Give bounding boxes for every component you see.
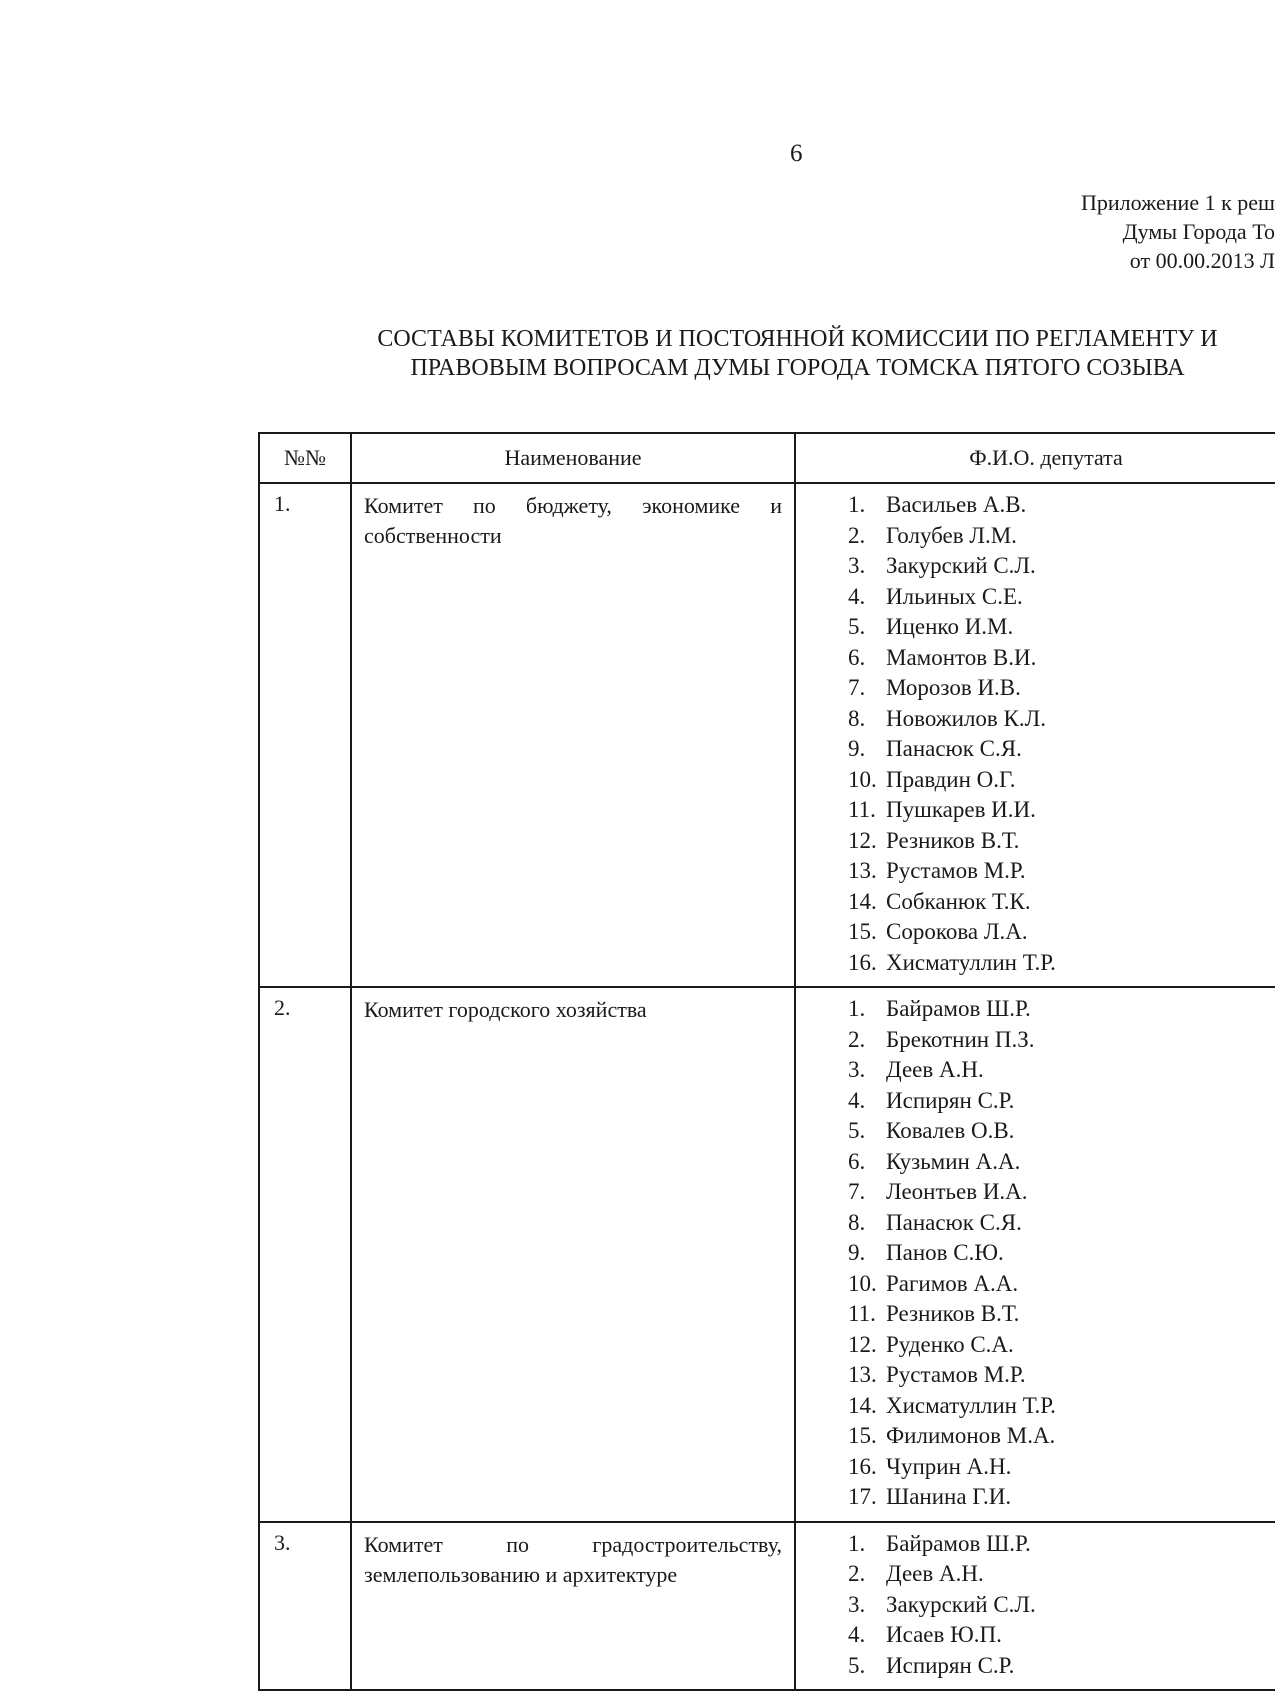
member-index: 3. <box>848 1057 866 1082</box>
member-name: Панасюк С.Я. <box>886 1209 1022 1235</box>
list-item <box>848 826 1275 857</box>
member-index: 4. <box>848 583 866 609</box>
list-item <box>848 948 1275 979</box>
member-name: Байрамов Ш.Р. <box>886 1530 1031 1556</box>
list-item <box>848 1391 1275 1422</box>
member-name: Хисматуллин Т.Р. <box>886 949 1056 975</box>
member-name: Сорокова Л.А. <box>886 919 1028 944</box>
member-index: 5. <box>848 614 866 639</box>
member-name: Байрамов Ш.Р. <box>886 996 1031 1021</box>
member-index: 10. <box>848 766 877 792</box>
member-name: Шанина Г.И. <box>886 1484 1012 1509</box>
members-list <box>796 490 1275 978</box>
member-index: 8. <box>848 705 866 731</box>
table-row <box>259 1522 1275 1691</box>
list-item <box>848 856 1275 887</box>
document-title <box>320 325 1275 383</box>
committee-name: Комитет городского хозяйства <box>351 987 795 1522</box>
row-number: 3. <box>259 1522 351 1691</box>
list-item <box>848 1238 1275 1269</box>
title-line-2: ПРАВОВЫМ ВОПРОСАМ ДУМЫ ГОРОДА ТОМСКА ПЯТОГО СОЗЫВА <box>410 355 1185 381</box>
members-cell <box>795 987 1275 1522</box>
member-name: Чуприн А.Н. <box>886 1453 1012 1479</box>
member-index: 14. <box>848 1392 877 1418</box>
list-item <box>848 1025 1275 1056</box>
member-name: Ильиных С.Е. <box>886 583 1023 609</box>
member-name: Резников В.Т. <box>886 827 1020 853</box>
list-item <box>848 1360 1275 1391</box>
member-index: 9. <box>848 1240 866 1265</box>
member-index: 5. <box>848 1118 866 1143</box>
member-index: 15. <box>848 1423 877 1448</box>
member-name: Испирян С.Р. <box>886 1087 1015 1113</box>
member-name: Новожилов К.Л. <box>886 705 1046 731</box>
list-item <box>848 1086 1275 1117</box>
list-item <box>848 612 1275 643</box>
appendix-note <box>875 188 1275 275</box>
list-item <box>848 704 1275 735</box>
member-index: 10. <box>848 1270 877 1296</box>
member-name: Голубев Л.М. <box>886 522 1017 548</box>
member-index: 17. <box>848 1484 877 1509</box>
member-index: 4. <box>848 1087 866 1113</box>
member-name: Морозов И.В. <box>886 675 1021 700</box>
table-body <box>259 483 1275 1690</box>
member-index: 12. <box>848 1331 877 1357</box>
member-index: 9. <box>848 736 866 761</box>
members-list <box>796 994 1275 1513</box>
list-item <box>848 1055 1275 1086</box>
member-name: Закурский С.Л. <box>886 1591 1036 1617</box>
member-index: 12. <box>848 827 877 853</box>
header-deputy: Ф.И.О. депутата <box>795 433 1275 483</box>
members-cell <box>795 483 1275 987</box>
member-index: 5. <box>848 1652 866 1678</box>
member-index: 13. <box>848 858 877 883</box>
member-index: 6. <box>848 1148 866 1174</box>
member-index: 3. <box>848 1591 866 1617</box>
member-name: Леонтьев И.А. <box>886 1179 1028 1204</box>
member-index: 2. <box>848 1026 866 1052</box>
page-number: 6 <box>790 140 803 167</box>
list-item <box>848 1269 1275 1300</box>
member-index: 7. <box>848 675 866 700</box>
member-name: Руденко С.А. <box>886 1331 1014 1357</box>
member-name: Ковалев О.В. <box>886 1118 1015 1143</box>
member-name: Мамонтов В.И. <box>886 644 1037 670</box>
member-index: 16. <box>848 949 877 975</box>
members-list <box>796 1529 1275 1682</box>
table-header-row <box>259 433 1275 483</box>
header-number: №№ <box>259 433 351 483</box>
member-name: Резников В.Т. <box>886 1301 1020 1326</box>
list-item <box>848 582 1275 613</box>
member-index: 1. <box>848 1530 866 1556</box>
member-name: Деев А.Н. <box>886 1057 984 1082</box>
member-name: Иценко И.М. <box>886 614 1014 639</box>
row-number: 1. <box>259 483 351 987</box>
committee-name: Комитет по бюджету, экономике и собственности <box>351 483 795 987</box>
list-item <box>848 1651 1275 1682</box>
member-name: Панов С.Ю. <box>886 1240 1004 1265</box>
list-item <box>848 887 1275 918</box>
table-row <box>259 483 1275 987</box>
member-index: 1. <box>848 492 866 517</box>
member-index: 15. <box>848 919 877 944</box>
title-line-1: СОСТАВЫ КОМИТЕТОВ И ПОСТОЯННОЙ КОМИССИИ ПО РЕГЛАМЕНТУ И <box>377 326 1218 352</box>
member-name: Рустамов М.Р. <box>886 858 1026 883</box>
member-index: 14. <box>848 888 877 914</box>
list-item <box>848 551 1275 582</box>
member-name: Исаев Ю.П. <box>886 1622 1002 1647</box>
committee-name: Комитет по градостроительству, землепользованию и архитектуре <box>351 1522 795 1691</box>
appendix-line-2: Думы Города То <box>1122 219 1275 244</box>
member-index: 4. <box>848 1622 866 1647</box>
member-name: Рагимов А.А. <box>886 1270 1019 1296</box>
list-item <box>848 734 1275 765</box>
list-item <box>848 490 1275 521</box>
member-name: Филимонов М.А. <box>886 1423 1056 1448</box>
list-item <box>848 765 1275 796</box>
member-name: Панасюк С.Я. <box>886 736 1022 761</box>
member-name: Пушкарев И.И. <box>886 797 1036 822</box>
member-index: 7. <box>848 1179 866 1204</box>
member-index: 13. <box>848 1362 877 1387</box>
list-item <box>848 1590 1275 1621</box>
list-item <box>848 1482 1275 1513</box>
committees-table <box>258 432 1275 1691</box>
list-item <box>848 994 1275 1025</box>
list-item <box>848 1452 1275 1483</box>
member-name: Испирян С.Р. <box>886 1652 1015 1678</box>
member-name: Правдин О.Г. <box>886 766 1016 792</box>
list-item <box>848 1147 1275 1178</box>
member-index: 2. <box>848 522 866 548</box>
member-name: Собканюк Т.К. <box>886 888 1031 914</box>
list-item <box>848 521 1275 552</box>
list-item <box>848 673 1275 704</box>
list-item <box>848 1559 1275 1590</box>
list-item <box>848 643 1275 674</box>
list-item <box>848 917 1275 948</box>
list-item <box>848 1299 1275 1330</box>
row-number: 2. <box>259 987 351 1522</box>
member-name: Рустамов М.Р. <box>886 1362 1026 1387</box>
appendix-line-3: от 00.00.2013 Л <box>1129 248 1275 273</box>
list-item <box>848 1529 1275 1560</box>
member-index: 8. <box>848 1209 866 1235</box>
member-index: 6. <box>848 644 866 670</box>
member-index: 1. <box>848 996 866 1021</box>
list-item <box>848 1620 1275 1651</box>
member-name: Брекотнин П.З. <box>886 1026 1035 1052</box>
table-row <box>259 987 1275 1522</box>
member-index: 3. <box>848 553 866 578</box>
member-index: 2. <box>848 1561 866 1586</box>
member-index: 16. <box>848 1453 877 1479</box>
member-index: 11. <box>848 1301 876 1326</box>
list-item <box>848 1421 1275 1452</box>
appendix-line-1: Приложение 1 к реш <box>1081 190 1275 215</box>
member-name: Закурский С.Л. <box>886 553 1036 578</box>
list-item <box>848 795 1275 826</box>
list-item <box>848 1330 1275 1361</box>
member-index: 11. <box>848 797 876 822</box>
member-name: Хисматуллин Т.Р. <box>886 1392 1056 1418</box>
members-cell <box>795 1522 1275 1691</box>
member-name: Кузьмин А.А. <box>886 1148 1021 1174</box>
list-item <box>848 1177 1275 1208</box>
member-name: Васильев А.В. <box>886 492 1027 517</box>
member-name: Деев А.Н. <box>886 1561 984 1586</box>
list-item <box>848 1116 1275 1147</box>
list-item <box>848 1208 1275 1239</box>
header-name: Наименование <box>351 433 795 483</box>
